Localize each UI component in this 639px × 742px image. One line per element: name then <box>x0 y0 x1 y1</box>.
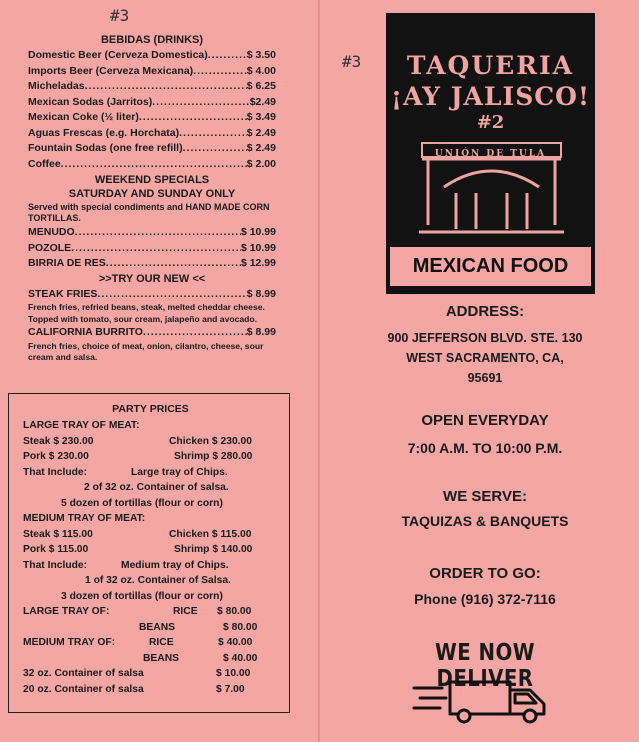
new-item-row <box>28 325 276 341</box>
new-item-name: STEAK FRIES <box>28 287 98 300</box>
medium-steak-price: Steak $ 115.00 <box>23 528 93 540</box>
new-item-description: French fries, refried beans, steak, melted cheddar cheese. Topped with tomato, sour cream, jalapeño and avocado. <box>28 302 265 324</box>
drinks-heading: BEBIDAS (DRINKS) <box>100 34 204 46</box>
drink-item-price: $ 6.25 <box>246 80 276 92</box>
weekend-item-name: BIRRIA DE RES <box>28 257 106 269</box>
weekend-note: Served with special condiments and HAND MADE CORN TORTILLAS. <box>28 202 270 223</box>
new-items-list <box>28 287 276 364</box>
leader-dots <box>193 64 247 80</box>
drink-item-price: $ 2.49 <box>246 142 276 154</box>
weekend-item-name: MENUDO <box>28 226 75 238</box>
medium-chicken-price: Chicken $ 115.00 <box>169 528 252 540</box>
party-prices-box <box>8 393 290 713</box>
logo-line-ay-jalisco: ¡AY JALISCO! <box>391 82 590 111</box>
drink-item-row <box>28 48 276 64</box>
hours-heading: OPEN EVERYDAY <box>421 412 549 429</box>
restaurant-logo <box>386 13 595 294</box>
weekend-item-row <box>28 256 276 272</box>
address-heading: ADDRESS: <box>445 303 525 320</box>
handwritten-number-right: #3 <box>342 52 362 71</box>
medium-shrimp-price: Shrimp $ 140.00 <box>174 544 253 555</box>
drink-item-name: Imports Beer (Cerveza Mexicana) <box>28 64 194 77</box>
salsa-32oz-price: $ 10.00 <box>216 668 251 679</box>
medium-beans-price: $ 40.00 <box>223 652 258 664</box>
drink-item-row <box>28 157 276 173</box>
medium-pork-price: Pork $ 115.00 <box>23 544 89 555</box>
large-include-tortillas: 5 dozen of tortillas (flour or corn) <box>61 497 223 509</box>
drink-item-name: Micheladas <box>28 80 85 92</box>
new-item-price: $ 8.99 <box>246 326 276 338</box>
leader-dots <box>179 126 247 142</box>
leader-dots <box>208 48 247 64</box>
drink-item-name: Mexican Coke (½ liter) <box>28 111 139 123</box>
large-rice-label: RICE <box>173 606 198 617</box>
drink-item-price: $ 2.49 <box>246 126 276 139</box>
drink-item-price: $ 3.49 <box>246 111 276 123</box>
handwritten-number-left: #3 <box>110 6 130 25</box>
weekend-list <box>28 225 276 272</box>
medium-include-label: That Include: <box>23 559 88 571</box>
drink-item-name: Coffee <box>28 157 61 170</box>
weekend-item-row <box>28 241 276 257</box>
drink-item-price: $ 2.00 <box>246 157 276 170</box>
drink-item-name: Domestic Beer (Cerveza Domestica) <box>28 49 208 61</box>
serve-text: TAQUIZAS & BANQUETS <box>401 513 569 529</box>
drink-item-row <box>28 64 276 80</box>
medium-include-chips: Medium tray of Chips. <box>121 559 229 571</box>
leader-dots <box>152 95 249 111</box>
large-include-chips: Large tray of Chips. <box>131 466 228 478</box>
hours-time: 7:00 A.M. TO 10:00 P.M. <box>407 440 563 456</box>
drink-item-price: $ 3.50 <box>246 49 276 61</box>
large-tray-meat-label: LARGE TRAY OF MEAT: <box>23 420 140 431</box>
leader-dots <box>85 79 247 95</box>
logo-line-taqueria: TAQUERIA <box>406 51 575 80</box>
large-include-label: That Include: <box>23 466 88 478</box>
fold-line <box>318 0 320 742</box>
mexican-food-banner: MEXICAN FOOD <box>388 245 593 288</box>
large-steak-price: Steak $ 230.00 <box>23 435 94 447</box>
salsa-20oz-label: 20 oz. Container of salsa <box>23 683 144 695</box>
salsa-32oz-label: 32 oz. Container of salsa <box>23 668 144 679</box>
large-tray-of-label: LARGE TRAY OF: <box>23 606 110 617</box>
new-item-name: CALIFORNIA BURRITO <box>28 326 143 338</box>
drinks-list <box>28 48 276 172</box>
large-shrimp-price: Shrimp $ 280.00 <box>174 451 253 462</box>
logo-line-number: #2 <box>476 112 505 133</box>
serve-heading: WE SERVE: <box>443 488 527 505</box>
we-now-deliver: WE NOW DELIVER <box>434 640 535 692</box>
weekend-item-price: $ 10.99 <box>240 241 276 254</box>
drink-item-name: Aguas Frescas (e.g. Horchata) <box>28 126 180 139</box>
large-rice-price: $ 80.00 <box>217 606 252 617</box>
weekend-item-price: $ 12.99 <box>240 257 276 269</box>
left-menu-column <box>28 33 276 364</box>
medium-tray-of-label: MEDIUM TRAY OF: <box>23 637 116 648</box>
weekend-days: SATURDAY AND SUNDAY ONLY <box>68 188 236 200</box>
large-chicken-price: Chicken $ 230.00 <box>169 435 252 447</box>
leader-dots <box>97 287 246 303</box>
medium-beans-label: BEANS <box>143 652 180 664</box>
party-heading: PARTY PRICES <box>112 403 189 415</box>
weekend-item-price: $ 10.99 <box>240 226 276 238</box>
drink-item-row <box>28 95 276 111</box>
drink-item-price: $2.49 <box>249 95 276 108</box>
leader-dots <box>61 157 247 173</box>
large-pork-price: Pork $ 230.00 <box>23 451 89 462</box>
leader-dots <box>143 325 247 341</box>
delivery-truck-icon <box>412 676 552 726</box>
medium-include-salsa: 1 of 32 oz. Container of Salsa. <box>85 575 231 586</box>
new-items-heading: >>TRY OUR NEW << <box>98 272 206 285</box>
drink-item-row <box>28 141 276 157</box>
leader-dots <box>106 256 241 272</box>
arch-text: UNIÓN DE TULA <box>434 149 547 159</box>
leader-dots <box>75 225 241 241</box>
weekend-item-name: POZOLE <box>28 241 72 254</box>
large-beans-price: $ 80.00 <box>223 621 258 633</box>
drink-item-row <box>28 79 276 95</box>
order-phone: Phone (916) 372-7116 <box>414 591 556 607</box>
address-line-2: WEST SACRAMENTO, CA, <box>406 351 564 365</box>
leader-dots <box>183 141 247 157</box>
large-include-salsa: 2 of 32 oz. Container of salsa. <box>84 482 229 493</box>
new-item-description: French fries, choice of meat, onion, cilantro, cheese, sour cream and salsa. <box>28 340 264 362</box>
drink-item-name: Fountain Sodas (one free refill) <box>28 142 183 154</box>
weekend-heading: WEEKEND SPECIALS <box>94 174 210 186</box>
medium-tray-meat-label: MEDIUM TRAY OF MEAT: <box>23 513 146 524</box>
address-zip: 95691 <box>467 371 503 385</box>
leader-dots <box>71 241 241 257</box>
medium-include-tortillas: 3 dozen of tortillas (flour or corn) <box>61 590 223 602</box>
drink-item-row <box>28 126 276 142</box>
leader-dots <box>139 110 247 126</box>
new-item-price: $ 8.99 <box>246 287 276 300</box>
medium-rice-label: RICE <box>149 637 174 648</box>
drink-item-row <box>28 110 276 126</box>
medium-rice-price: $ 40.00 <box>218 637 253 648</box>
drink-item-name: Mexican Sodas (Jarritos) <box>28 95 153 108</box>
salsa-20oz-price: $ 7.00 <box>216 683 245 695</box>
drink-item-price: $ 4.00 <box>246 64 276 77</box>
order-heading: ORDER TO GO: <box>429 565 541 582</box>
new-item-row <box>28 287 276 303</box>
weekend-item-row <box>28 225 276 241</box>
address-line-1: 900 JEFFERSON BLVD. STE. 130 <box>387 331 583 345</box>
large-beans-label: BEANS <box>139 621 176 633</box>
